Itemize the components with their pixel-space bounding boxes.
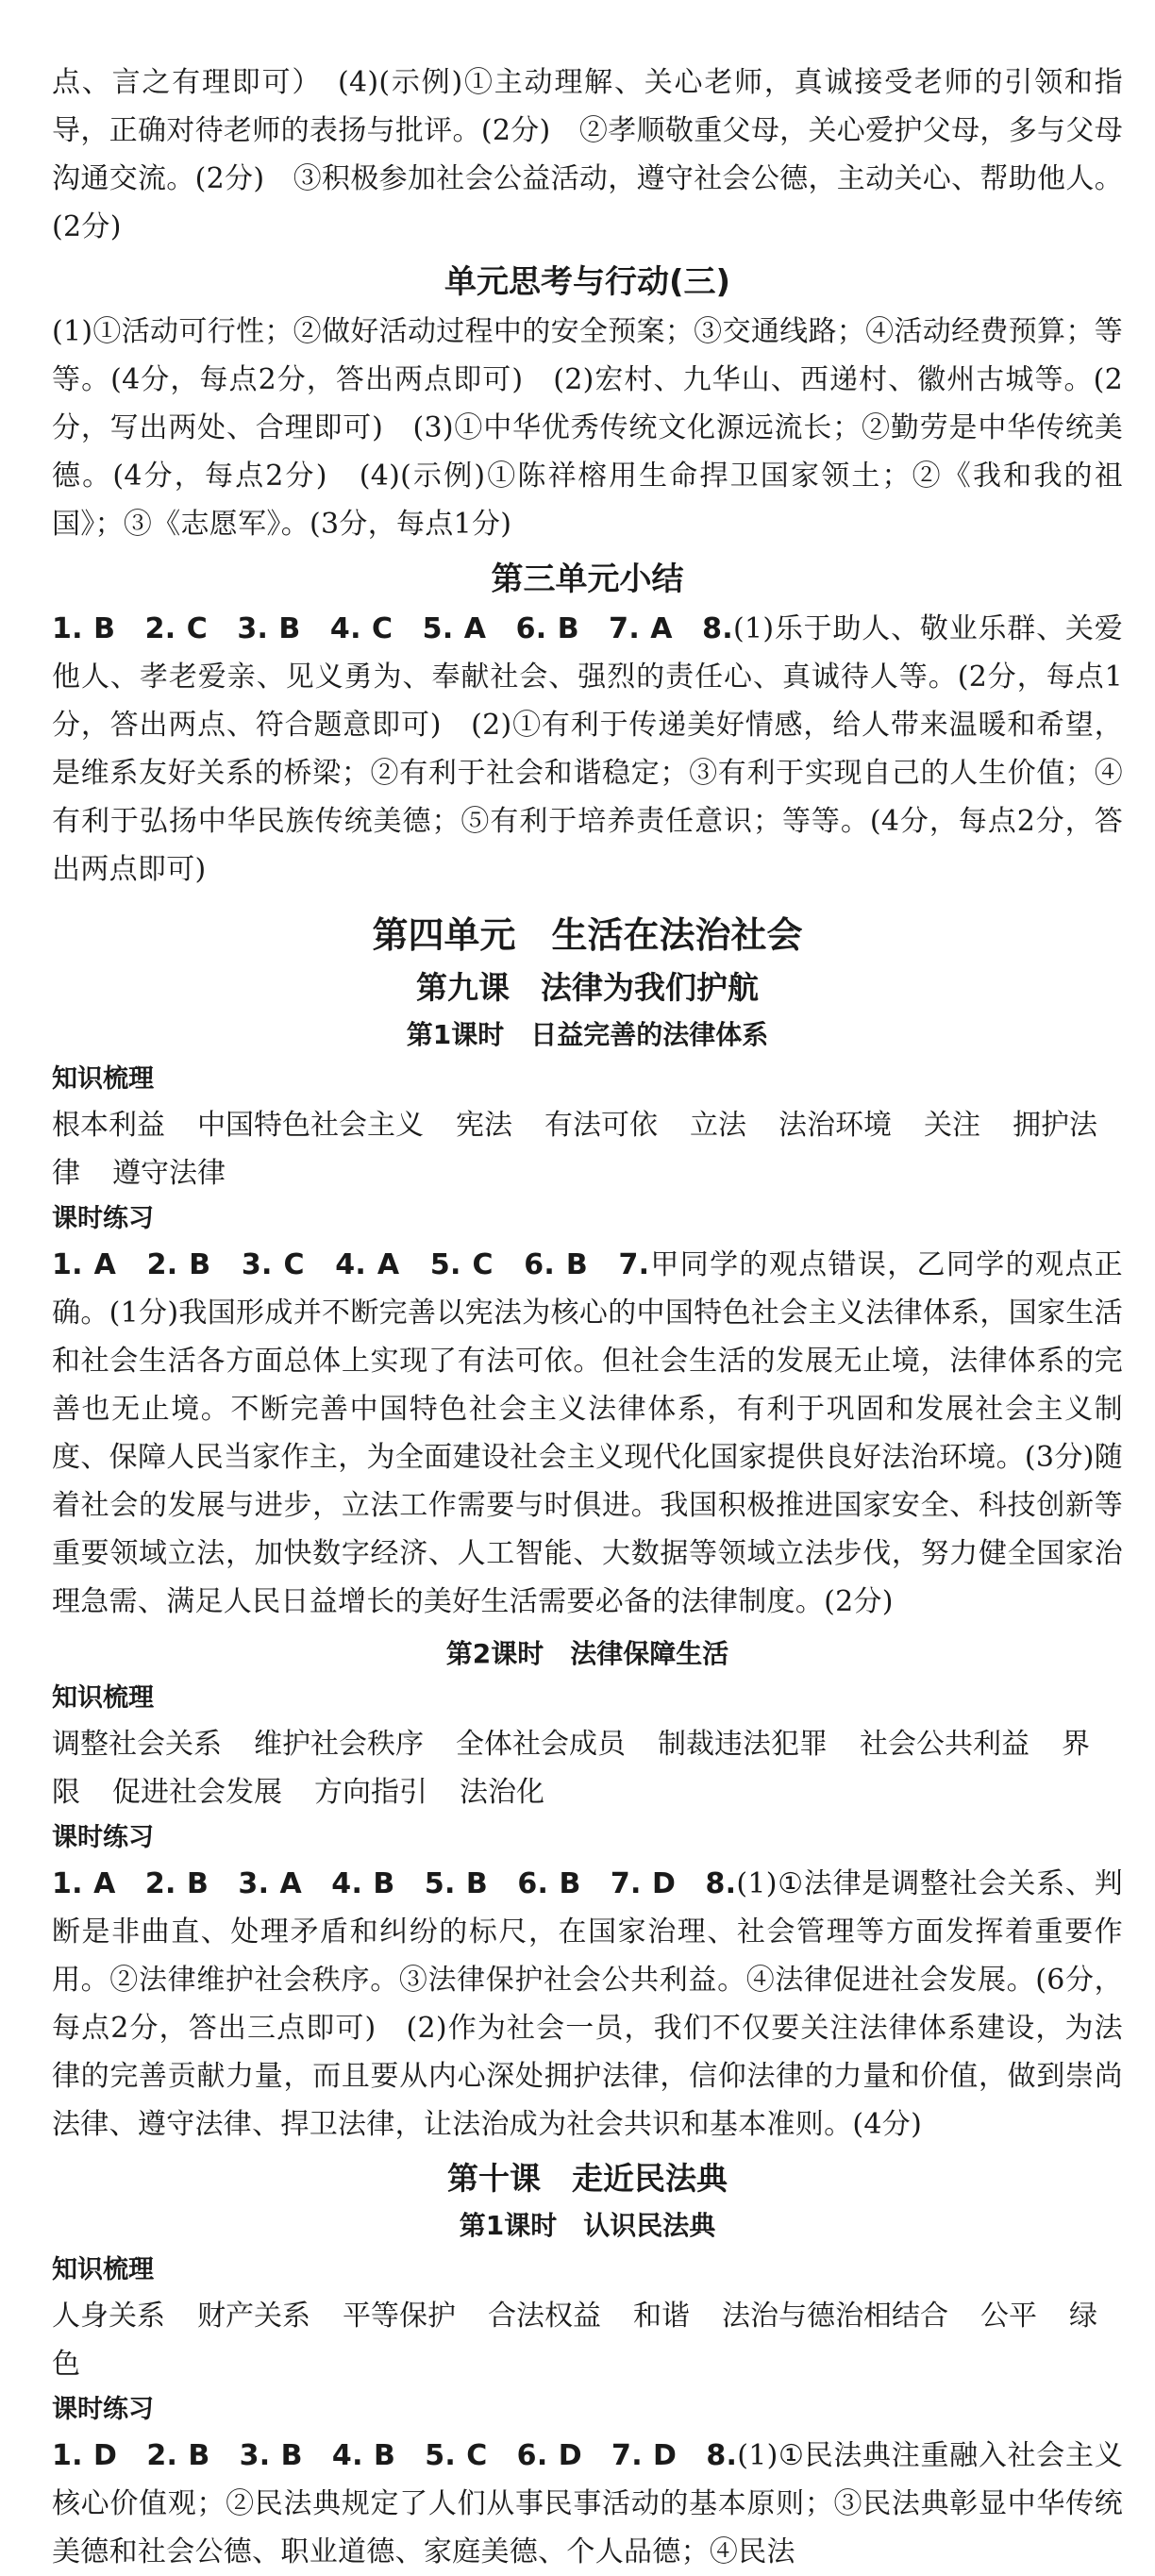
choice-answers: 1. A 2. B 3. C 4. A 5. C 6. B 7. [52,1248,650,1281]
term: 平等保护 [343,2300,456,2333]
term: 法治环境 [778,1109,892,1142]
unit-reflection-title: 单元思考与行动(三) [444,263,731,301]
knowledge-label: 知识梳理 [52,1683,154,1713]
answer-explanation: (1)乐于助人、敬业乐群、关爱他人、孝老爱亲、见义勇为、奉献社会、强烈的责任心、真诚待人等。(2分，每点1分，答出两点、符合题意即可) (2)①有利于传递美好情感，给人带来温暖和希望，是维系友好关系的桥梁；②有利于社会和谐稳定；③有利于实现自己的人生价值；④有利于弘扬中华民族传统美德；⑤有利于培养责任意识；等等。(4分，每点2分，答出两点即可) [52,612,1123,886]
knowledge-label: 知识梳理 [52,2255,154,2284]
knowledge-terms [52,1720,1123,1816]
practice-label: 课时练习 [52,1204,154,1233]
continued-answer-text: 点、言之有理即可） (4)(示例)①主动理解、关心老师，真诚接受老师的引领和指导，正确对待老师的表扬与批评。(2分) ②孝顺敬重父母，关心爱护父母，多与父母沟通交流。(2分) ③积极参加社会公益活动，遵守社会公德，主动关心、帮助他人。(2分) [52,66,1123,243]
term: 制裁违法犯罪 [658,1728,828,1761]
lesson-nine-title: 第九课 法律为我们护航 [416,969,759,1006]
practice-answers [52,2432,1123,2576]
term: 宪法 [456,1109,512,1142]
term: 根本利益 [52,1109,165,1142]
answer-explanation: (1)①法律是调整社会关系、判断是非曲直、处理矛盾和纠纷的标尺，在国家治理、社会管理等方面发挥着重要作用。②法律维护社会秩序。③法律保护社会公共利益。④法律促进社会发展。(6分，每点2分，答出三点即可) (2)作为社会一员，我们不仅要关注法律体系建设，为法律的完善贡献力量，而且要从内心深处拥护法律，信仰法律的力量和价值，做到崇尚法律、遵守法律、捍卫法律，让法治成为社会共识和基本准则。(4分) [52,1867,1123,2141]
class-two-title: 第2课时 法律保障生活 [445,1638,729,1669]
answer-explanation: 甲同学的观点错误，乙同学的观点正确。(1分)我国形成并不断完善以宪法为核心的中国特色社会主义法律体系，国家生活和社会生活各方面总体上实现了有法可依。但社会生活的发展无止境，法律体系的完善也无止境。不断完善中国特色社会主义法律体系，有利于巩固和发展社会主义制度、保障人民当家作主，为全面建设社会主义现代化国家提供良好法治环境。(3分)随着社会的发展与进步，立法工作需要与时俱进。我国积极推进国家安全、科技创新等重要领域立法，加快数字经济、人工智能、大数据等领域立法步伐，努力健全国家治理急需、满足人民日益增长的美好生活需要必备的法律制度。(2分) [52,1248,1123,1618]
choice-answers: 1. D 2. B 3. B 4. B 5. C 6. D 7. D 8. [52,2439,738,2472]
term: 和谐 [633,2300,690,2333]
term: 遵守法律 [112,1157,226,1190]
practice-answers [52,1860,1123,2149]
term: 界限 [52,1728,1090,1809]
answer-explanation: (1)①民法典注重融入社会主义核心价值观；②民法典规定了人们从事民事活动的基本原则；③民法典彰显中华传统美德和社会公德、职业道德、家庭美德、个人品德；④民法 [52,2439,1123,2568]
practice-label: 课时练习 [52,1823,154,1852]
term: 维护社会秩序 [254,1728,424,1761]
term: 调整社会关系 [52,1728,222,1761]
term: 绿色 [52,2300,1097,2381]
page-content [52,59,1123,2576]
class-one-title: 第1课时 日益完善的法律体系 [406,1019,769,1050]
term: 有法可依 [544,1109,658,1142]
term: 法治与德治相结合 [722,2300,948,2333]
choice-answers: 1. B 2. C 3. B 4. C 5. A 6. B 7. A 8. [52,612,733,645]
term: 财产关系 [197,2300,310,2333]
term: 人身关系 [52,2300,165,2333]
unit-reflection-text: (1)①活动可行性；②做好活动过程中的安全预案；③交通线路；④活动经费预算；等等。(4分，每点2分，答出两点即可) (2)宏村、九华山、西递村、徽州古城等。(2分，写出两处、合理即可) (3)①中华优秀传统文化源远流长；②勤劳是中华传统美德。(4分，每点2分) (4)(示例)①陈祥榕用生命捍卫国家领土；②《我和我的祖国》；③《志愿军》。(3分，每点1分) [52,315,1123,541]
unit-summary-title: 第三单元小结 [491,560,684,598]
knowledge-label: 知识梳理 [52,1064,154,1094]
term: 立法 [690,1109,746,1142]
term: 公平 [980,2300,1037,2333]
knowledge-terms [52,1101,1123,1197]
practice-answers [52,1241,1123,1626]
term: 关注 [924,1109,980,1142]
term: 全体社会成员 [456,1728,626,1761]
knowledge-terms [52,2292,1123,2388]
term: 促进社会发展 [112,1776,282,1809]
unit-summary-text [52,605,1123,894]
term: 方向指引 [314,1776,427,1809]
term: 拥护法律 [52,1109,1097,1190]
choice-answers: 1. A 2. B 3. A 4. B 5. B 6. B 7. D 8. [52,1867,737,1900]
class-one-title: 第1课时 认识民法典 [459,2210,716,2241]
unit-four-title: 第四单元 生活在法治社会 [372,914,803,956]
term: 合法权益 [488,2300,601,2333]
practice-label: 课时练习 [52,2395,154,2424]
term: 法治化 [460,1776,544,1809]
lesson-ten-title: 第十课 走近民法典 [447,2160,728,2197]
term: 社会公共利益 [860,1728,1029,1761]
term: 中国特色社会主义 [197,1109,424,1142]
